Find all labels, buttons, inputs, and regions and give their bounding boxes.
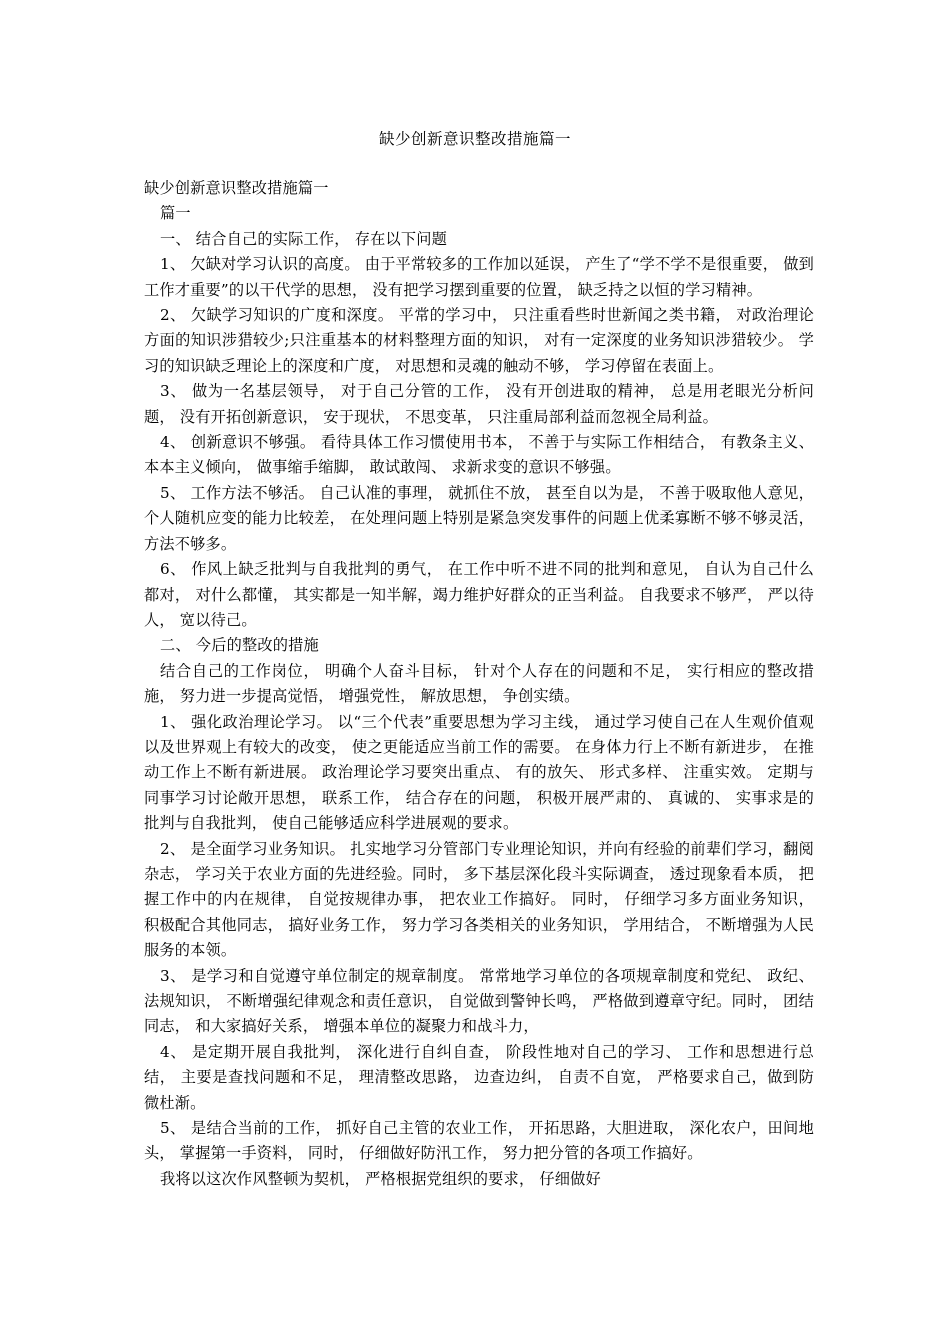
body-paragraph: 2、 是全面学习业务知识。 扎实地学习分管部门专业理论知识，并向有经验的前辈们学习，翻阅杂志， 学习关于农业方面的先进经验。同时， 多下基层深化段斗实际调查， 透过现象看本质， 把握工作中的内在规律， 自觉按规律办事， 把农业工作搞好。 同时， 仔细学习多方面业务知识， 积极配合其他同志， 搞好业务工作， 努力学习各类相关的业务知识， 学用结合， 不断增强为人民服务的本领。 xyxy=(144,839,814,960)
body-paragraph: 3、 做为一名基层领导， 对于自己分管的工作， 没有开创进取的精神， 总是用老眼光分析问题， 没有开拓创新意识， 安于现状， 不思变革， 只注重局部利益而忽视全局利益。 xyxy=(144,382,814,426)
document-title: 缺少创新意识整改措施篇一 xyxy=(378,130,571,148)
section-label: 篇一 xyxy=(160,204,191,223)
body-paragraph: 4、 创新意识不够强。 看待具体工作习惯使用书本， 不善于与实际工作相结合， 有教条主义、 本本主义倾向， 做事缩手缩脚， 敢试敢闯、 求新求变的意识不够强。 xyxy=(144,433,814,477)
body-paragraph: 4、 是定期开展自我批判， 深化进行自纠自查， 阶段性地对自己的学习、 工作和思想进行总结， 主要是查找问题和不足， 理清整改思路， 边查边纠， 自责不自宽， 严格要求自己，做到防微杜渐。 xyxy=(144,1042,814,1112)
body-paragraph: 6、 作风上缺乏批判与自我批判的勇气， 在工作中听不进不同的批判和意见， 自认为自己什么都对， 对什么都懂， 其实都是一知半解，竭力维护好群众的正当利益。 自我要求不够严， 严以待人， 宽以待己。 xyxy=(144,560,814,629)
document-subtitle: 缺少创新意识整改措施篇一 xyxy=(144,179,329,197)
document-body xyxy=(144,176,814,1192)
section-heading: 一、 结合自己的实际工作， 存在以下问题 xyxy=(160,229,448,248)
body-paragraph: 1、 欠缺对学习认识的高度。 由于平常较多的工作加以延误， 产生了“学不学不是很重要， 做到工作才重要”的以干代学的思想， 没有把学习摆到重要的位置， 缺乏持之以恒的学习精神。 xyxy=(144,255,815,299)
section-heading: 二、 今后的整改的措施 xyxy=(160,636,319,655)
body-paragraph: 2、 欠缺学习知识的广度和深度。 平常的学习中， 只注重看些时世新闻之类书籍， 对政治理论方面的知识涉猎较少;只注重基本的材料整理方面的知识， 对有一定深度的业务知识涉猎较少。 学习的知识缺乏理论上的深度和广度， 对思想和灵魂的触动不够， 学习停留在表面上。 xyxy=(144,306,814,375)
body-paragraph: 5、 工作方法不够活。 自己认准的事理， 就抓住不放， 甚至自以为是， 不善于吸取他人意见， 个人随机应变的能力比较差， 在处理问题上特别是紧急突发事件的问题上优柔寡断不够不够灵活， 方法不够多。 xyxy=(144,483,814,553)
body-paragraph: 3、 是学习和自觉遵守单位制定的规章制度。 常常地学习单位的各项规章制度和党纪、 政纪、 法规知识， 不断增强纪律观念和责任意识， 自觉做到警钟长鸣， 严格做到遵章守纪。同时， 团结同志， 和大家搞好关系， 增强本单位的凝聚力和战斗力， xyxy=(144,966,814,1036)
body-paragraph: 结合自己的工作岗位， 明确个人奋斗目标， 针对个人存在的问题和不足， 实行相应的整改措施， 努力进一步提高觉悟， 增强党性， 解放思想， 争创实绩。 xyxy=(144,661,814,706)
body-paragraph: 1、 强化政治理论学习。 以“三个代表”重要思想为学习主线， 通过学习使自己在人生观价值观以及世界观上有较大的改变， 使之更能适应当前工作的需要。 在身体力行上不断有新进步， 在推动工作上不断有新进展。 政治理论学习要突出重点、 有的放矢、 形式多样、 注重实效。 定期与同事学习讨论敞开思想， 联系工作， 结合存在的问题， 积极开展严肃的、 真诚的、 实事求是的批判与自我批判， 使自己能够适应科学进展观的要求。 xyxy=(144,712,814,833)
body-paragraph: 5、 是结合当前的工作， 抓好自己主管的农业工作， 开拓思路，大胆进取， 深化农户，田间地头， 掌握第一手资料， 同时， 仔细做好防汛工作， 努力把分管的各项工作搞好。 xyxy=(144,1119,814,1163)
body-paragraph: 我将以这次作风整顿为契机， 严格根据党组织的要求， 仔细做好 xyxy=(160,1169,601,1188)
